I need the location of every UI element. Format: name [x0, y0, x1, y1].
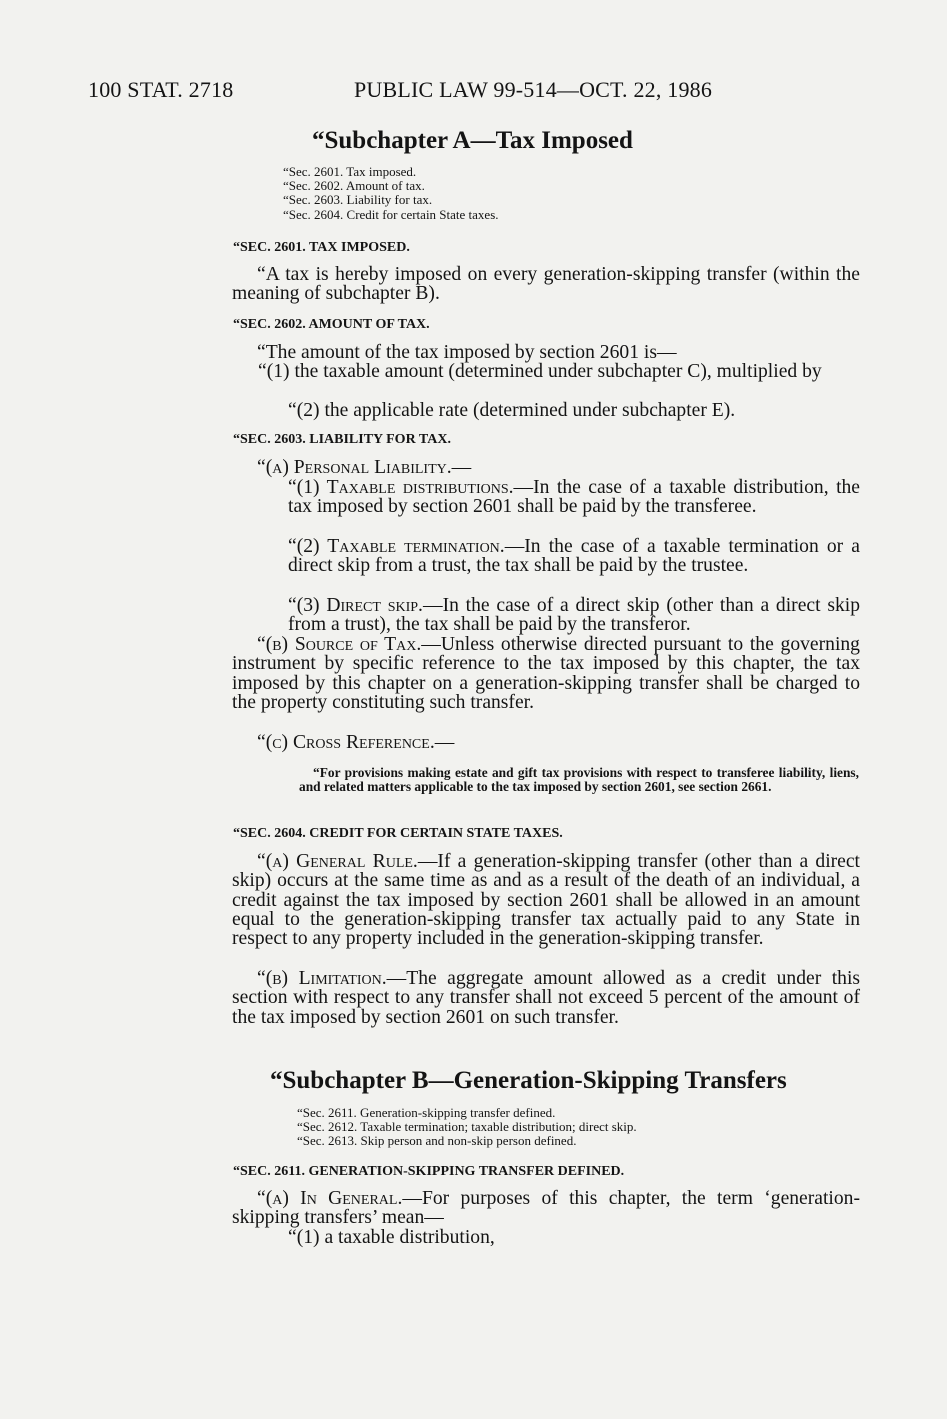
- taxable-termination-text: —In the case of a taxable termination or a direct skip from a trust, the tax shall be paid by the trustee.: [288, 536, 860, 577]
- general-rule-label: “(a) General Rule.: [257, 851, 418, 872]
- direct-skip-text: —In the case of a direct skip (other than a direct skip from a trust), the tax shall be paid by the transferor.: [288, 595, 860, 636]
- sec2603-a2: [288, 537, 860, 576]
- taxable-distributions-text: —In the case of a taxable distribution, the tax imposed by section 2601 shall be paid by the transferee.: [288, 477, 861, 518]
- direct-skip-label: “(3) Direct skip.: [288, 595, 423, 616]
- personal-liability-label: “(a) Personal Liability.—: [257, 457, 472, 478]
- source-of-tax-text: —Unless otherwise directed pursuant to the governing instrument by specific reference to the tax imposed by this chapter, the tax imposed by this chapter on a generation-skipping transfer shall be charged to the property constituting such transfer.: [232, 634, 860, 713]
- limitation-text: —The aggregate amount allowed as a credit under this section with respect to any transfer shall not exceed 5 percent of the amount of the tax imposed by section 2601 on such transfer.: [232, 968, 861, 1028]
- section-heading-2601: “SEC. 2601. TAX IMPOSED.: [233, 240, 410, 255]
- in-general-text: —For purposes of this chapter, the term ‘generation-skipping transfers’ mean—: [232, 1188, 860, 1229]
- source-of-tax-label: “(b) Source of Tax.: [257, 634, 422, 655]
- sec2611-item-1: “(1) a taxable distribution,: [288, 1227, 495, 1248]
- taxable-termination-label: “(2) Taxable termination.: [288, 536, 505, 557]
- sec2602-item-1-text: “(1) the taxable amount (determined under subchapter C), multiplied by: [258, 361, 822, 382]
- section-heading-2604: “SEC. 2604. CREDIT FOR CERTAIN STATE TAXES.: [233, 826, 563, 841]
- sec2603-b: [232, 635, 860, 712]
- limitation-label: “(b) Limitation.: [257, 968, 387, 989]
- sec2602-item-2: “(2) the applicable rate (determined under subchapter E).: [288, 400, 736, 421]
- sec2603-c-label: [257, 733, 860, 752]
- general-rule-text: —If a generation-skipping transfer (other than a direct skip) occurs at the same time as and as a result of the death of an individual, a credit against the tax imposed by section 2601 shall be allowed in an amount equal to the generation-skipping transfer tax actually paid to any State in respect to any property included in the generation-skipping transfer.: [232, 851, 860, 950]
- sec2603-a-label: [257, 458, 860, 477]
- toc-entry: “Sec. 2612. Taxable termination; taxable distribution; direct skip.: [297, 1119, 637, 1135]
- toc-entry: “Sec. 2611. Generation-skipping transfer defined.: [297, 1105, 556, 1120]
- sec2602-intro: “The amount of the tax imposed by section 2601 is—: [257, 342, 677, 363]
- taxable-distributions-label: “(1) Taxable distributions.: [288, 477, 514, 498]
- toc-entry: “Sec. 2602. Amount of tax.: [283, 178, 425, 194]
- toc-entry: “Sec. 2601. Tax imposed.: [283, 164, 417, 179]
- sec2601-text: “A tax is hereby imposed on every generation-skipping transfer (within the meaning of subchapter B).: [232, 264, 860, 305]
- sec2604-a: [232, 852, 860, 948]
- sec2604-b: [232, 969, 860, 1027]
- toc-entry: “Sec. 2603. Liability for tax.: [283, 192, 433, 208]
- running-header: PUBLIC LAW 99-514—OCT. 22, 1986: [354, 77, 713, 102]
- subchapter-b-title: “Subchapter B—Generation-Skipping Transfers: [270, 1067, 787, 1094]
- page-reference: 100 STAT. 2718: [88, 77, 234, 102]
- cross-reference-label: “(c) Cross Reference.—: [257, 732, 455, 753]
- sec2603-a3: [288, 596, 860, 635]
- subchapter-a-title: “Subchapter A—Tax Imposed: [312, 127, 633, 154]
- section-heading-2603: “SEC. 2603. LIABILITY FOR TAX.: [233, 432, 451, 447]
- subchapter-b-toc: [297, 1106, 637, 1149]
- in-general-label: “(a) In General.: [257, 1188, 403, 1209]
- sec2611-a: [232, 1189, 860, 1228]
- subchapter-a-toc: [283, 165, 499, 222]
- cross-reference-note: “For provisions making estate and gift tax provisions with respect to transferee liability, liens, and related matters applicable to the tax imposed by section 2601, see section 2661.: [299, 765, 859, 795]
- section-heading-2611: “SEC. 2611. GENERATION-SKIPPING TRANSFER DEFINED.: [233, 1164, 625, 1179]
- sec2603-a1: [288, 478, 860, 517]
- toc-entry: “Sec. 2604. Credit for certain State taxes.: [283, 206, 499, 222]
- sec2602-item-1: [258, 362, 860, 381]
- toc-entry: “Sec. 2613. Skip person and non-skip person defined.: [297, 1133, 577, 1149]
- section-heading-2602: “SEC. 2602. AMOUNT OF TAX.: [233, 317, 430, 332]
